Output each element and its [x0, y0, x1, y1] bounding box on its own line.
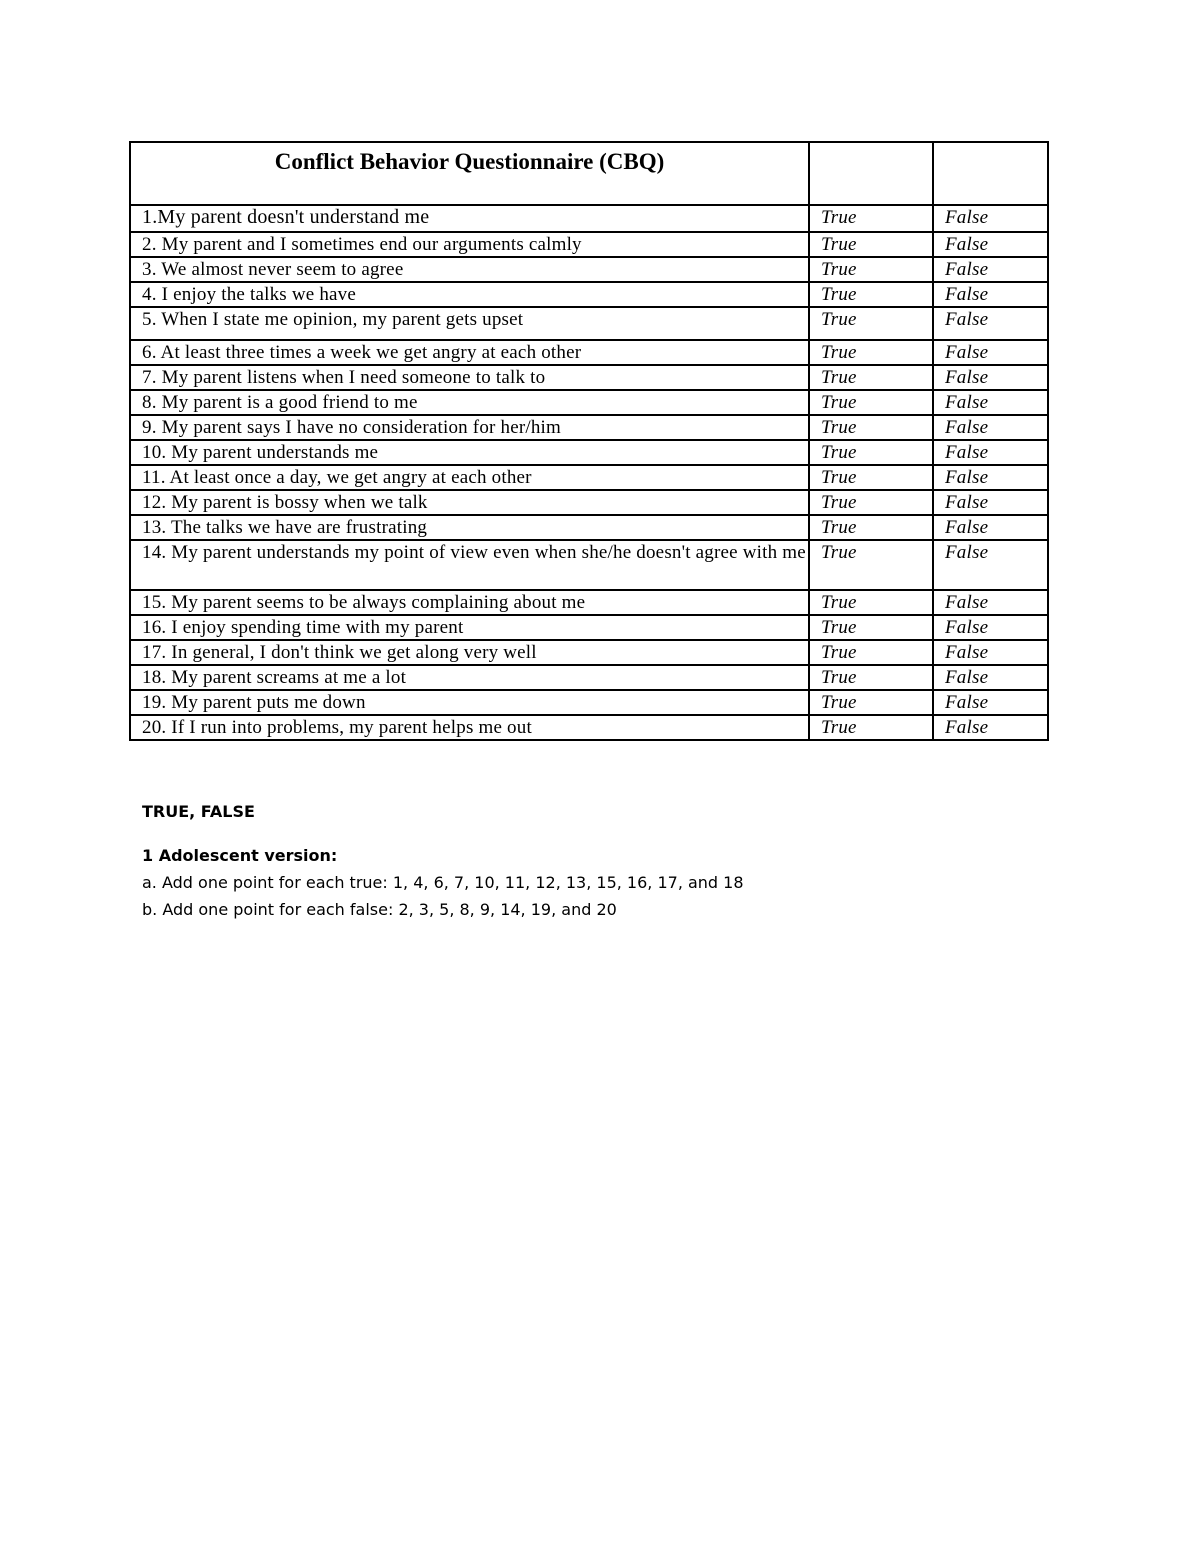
item-text: 8. My parent is a good friend to me: [130, 390, 809, 415]
true-option[interactable]: True: [809, 257, 933, 282]
false-option[interactable]: False: [933, 540, 1048, 590]
item-text: 19. My parent puts me down: [130, 690, 809, 715]
item-text: 4. I enjoy the talks we have: [130, 282, 809, 307]
true-option[interactable]: True: [809, 232, 933, 257]
false-option[interactable]: False: [933, 615, 1048, 640]
table-row: [130, 205, 1048, 232]
table-row: [130, 415, 1048, 440]
table-row: [130, 390, 1048, 415]
true-option[interactable]: True: [809, 640, 933, 665]
table-row: [130, 282, 1048, 307]
false-option[interactable]: False: [933, 307, 1048, 340]
false-option[interactable]: False: [933, 690, 1048, 715]
true-option[interactable]: True: [809, 365, 933, 390]
false-option[interactable]: False: [933, 282, 1048, 307]
table-row: [130, 257, 1048, 282]
true-option[interactable]: True: [809, 340, 933, 365]
item-text: 12. My parent is bossy when we talk: [130, 490, 809, 515]
table-row: [130, 690, 1048, 715]
item-text: 18. My parent screams at me a lot: [130, 665, 809, 690]
item-text: 6. At least three times a week we get angry at each other: [130, 340, 809, 365]
item-text: 5. When I state me opinion, my parent gets upset: [130, 307, 809, 340]
table-row: [130, 590, 1048, 615]
true-option[interactable]: True: [809, 690, 933, 715]
true-option[interactable]: True: [809, 490, 933, 515]
true-option[interactable]: True: [809, 590, 933, 615]
item-text: 2. My parent and I sometimes end our arguments calmly: [130, 232, 809, 257]
true-option[interactable]: True: [809, 440, 933, 465]
scoring-rule-true: a. Add one point for each true: 1, 4, 6, 7, 10, 11, 12, 13, 15, 16, 17, and 18: [142, 873, 744, 892]
table-row: [130, 490, 1048, 515]
true-option[interactable]: True: [809, 540, 933, 590]
table-row: [130, 515, 1048, 540]
false-option[interactable]: False: [933, 440, 1048, 465]
table-row: [130, 465, 1048, 490]
table-row: [130, 665, 1048, 690]
table-row: [130, 232, 1048, 257]
table-row: [130, 615, 1048, 640]
item-text: 1.My parent doesn't understand me: [130, 205, 809, 232]
header-empty-false-column: [933, 142, 1048, 205]
questionnaire-title: Conflict Behavior Questionnaire (CBQ): [130, 142, 809, 205]
item-text: 10. My parent understands me: [130, 440, 809, 465]
false-option[interactable]: False: [933, 515, 1048, 540]
false-option[interactable]: False: [933, 257, 1048, 282]
false-option[interactable]: False: [933, 665, 1048, 690]
item-text: 17. In general, I don't think we get along very well: [130, 640, 809, 665]
item-text: 7. My parent listens when I need someone to talk to: [130, 365, 809, 390]
scoring-rule-false: b. Add one point for each false: 2, 3, 5, 8, 9, 14, 19, and 20: [142, 900, 617, 919]
false-option[interactable]: False: [933, 415, 1048, 440]
true-option[interactable]: True: [809, 205, 933, 232]
table-row: [130, 440, 1048, 465]
item-text: 9. My parent says I have no consideration for her/him: [130, 415, 809, 440]
true-option[interactable]: True: [809, 665, 933, 690]
false-option[interactable]: False: [933, 340, 1048, 365]
scoring-instructions: [142, 798, 1042, 923]
table-header-row: [130, 142, 1048, 205]
response-options-heading: TRUE, FALSE: [142, 802, 255, 821]
true-option[interactable]: True: [809, 415, 933, 440]
item-text: 15. My parent seems to be always complaining about me: [130, 590, 809, 615]
table-row: [130, 715, 1048, 740]
true-option[interactable]: True: [809, 282, 933, 307]
true-option[interactable]: True: [809, 465, 933, 490]
table-row: [130, 540, 1048, 590]
item-text: 3. We almost never seem to agree: [130, 257, 809, 282]
false-option[interactable]: False: [933, 490, 1048, 515]
cbq-table: [129, 141, 1049, 741]
version-heading: 1 Adolescent version:: [142, 846, 338, 865]
table-row: [130, 365, 1048, 390]
table-row: [130, 340, 1048, 365]
true-option[interactable]: True: [809, 515, 933, 540]
false-option[interactable]: False: [933, 640, 1048, 665]
item-text: 16. I enjoy spending time with my parent: [130, 615, 809, 640]
false-option[interactable]: False: [933, 232, 1048, 257]
true-option[interactable]: True: [809, 307, 933, 340]
true-option[interactable]: True: [809, 390, 933, 415]
item-text: 14. My parent understands my point of view even when she/he doesn't agree with me: [130, 540, 809, 590]
false-option[interactable]: False: [933, 205, 1048, 232]
item-text: 20. If I run into problems, my parent helps me out: [130, 715, 809, 740]
table-row: [130, 307, 1048, 340]
true-option[interactable]: True: [809, 615, 933, 640]
false-option[interactable]: False: [933, 465, 1048, 490]
item-text: 11. At least once a day, we get angry at each other: [130, 465, 809, 490]
false-option[interactable]: False: [933, 390, 1048, 415]
header-empty-true-column: [809, 142, 933, 205]
true-option[interactable]: True: [809, 715, 933, 740]
item-text: 13. The talks we have are frustrating: [130, 515, 809, 540]
table-row: [130, 640, 1048, 665]
false-option[interactable]: False: [933, 715, 1048, 740]
false-option[interactable]: False: [933, 365, 1048, 390]
false-option[interactable]: False: [933, 590, 1048, 615]
